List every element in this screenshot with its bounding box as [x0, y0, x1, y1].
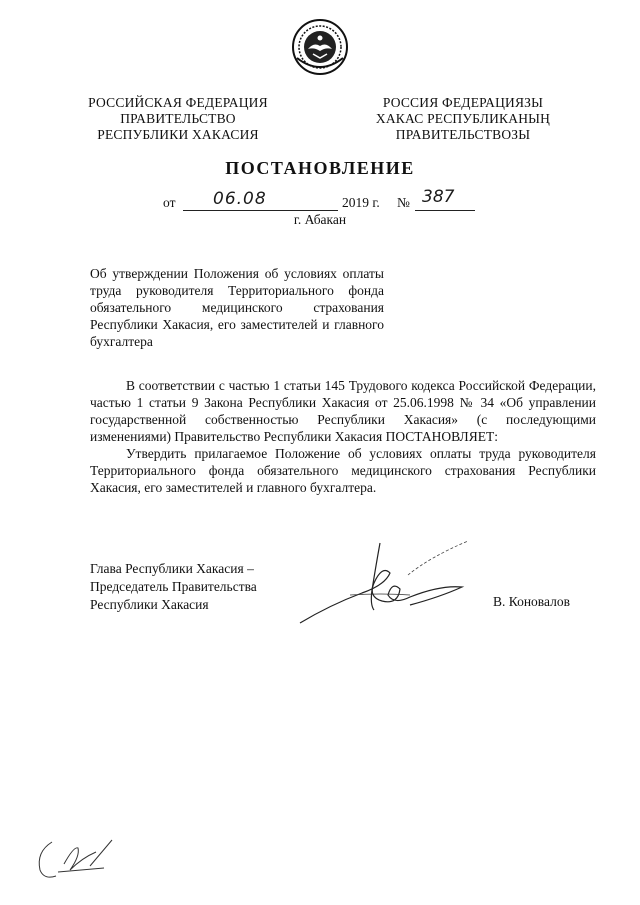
header-right-line-3: ПРАВИТЕЛЬСТВОЗЫ: [395, 127, 531, 142]
number-handwritten: 387: [422, 187, 455, 207]
header-left-line-2: ПРАВИТЕЛЬСТВО: [120, 111, 236, 126]
coat-of-arms-icon: [291, 18, 349, 76]
handwritten-mark-icon: [30, 830, 120, 885]
body-paragraph-2: Утвердить прилагаемое Положение об условиях оплаты труда руководителя Территориального фонда обязательного медицинского страхования Республики Хакасия, его заместителей и главного бухгалтера.: [90, 446, 596, 495]
header-left-line-1: РОССИЙСКАЯ ФЕДЕРАЦИЯ: [88, 95, 268, 110]
header-right: [358, 95, 568, 143]
date-line: [0, 187, 640, 213]
header-left-line-3: РЕСПУБЛИКИ ХАКАСИЯ: [97, 127, 259, 142]
document-title: ПОСТАНОВЛЕНИЕ: [225, 158, 415, 178]
date-prefix: от: [163, 195, 176, 210]
header-right-line-1: РОССИЯ ФЕДЕРАЦИЯЗЫ: [382, 95, 544, 110]
date-handwritten: 06.08: [213, 189, 267, 209]
city: г. Абакан: [293, 212, 347, 227]
document-body: [90, 377, 596, 496]
number-label: №: [397, 195, 410, 210]
position-line-3: Республики Хакасия: [90, 597, 209, 612]
position-line-1: Глава Республики Хакасия –: [90, 561, 254, 576]
signatory-position: [90, 560, 310, 614]
number-underline: [415, 210, 475, 211]
date-year: 2019 г.: [342, 195, 380, 210]
document-subject: Об утверждении Положения об условиях оплаты труда руководителя Территориального фонда обязательного медицинского страхования Республики Хакасия, его заместителей и главного бухгалтера: [90, 266, 384, 349]
header-right-line-2: ХАКАС РЕСПУБЛИКАНЫҢ: [375, 111, 551, 126]
signatory-name: В. Коновалов: [493, 594, 570, 609]
handwritten-signature-icon: [290, 535, 480, 630]
position-line-2: Председатель Правительства: [90, 579, 257, 594]
header-left: [78, 95, 278, 143]
date-underline: [183, 210, 338, 211]
body-paragraph-1: В соответствии с частью 1 статьи 145 Трудового кодекса Российской Федерации, частью 1 статьи 9 Закона Республики Хакасия от 25.06.1998 № 34 «Об управлении государственной собственностью Республики Хакасия» (с последующими изменениями) Правительство Республики Хакасия ПОСТАНОВЛЯЕТ:: [90, 378, 596, 444]
